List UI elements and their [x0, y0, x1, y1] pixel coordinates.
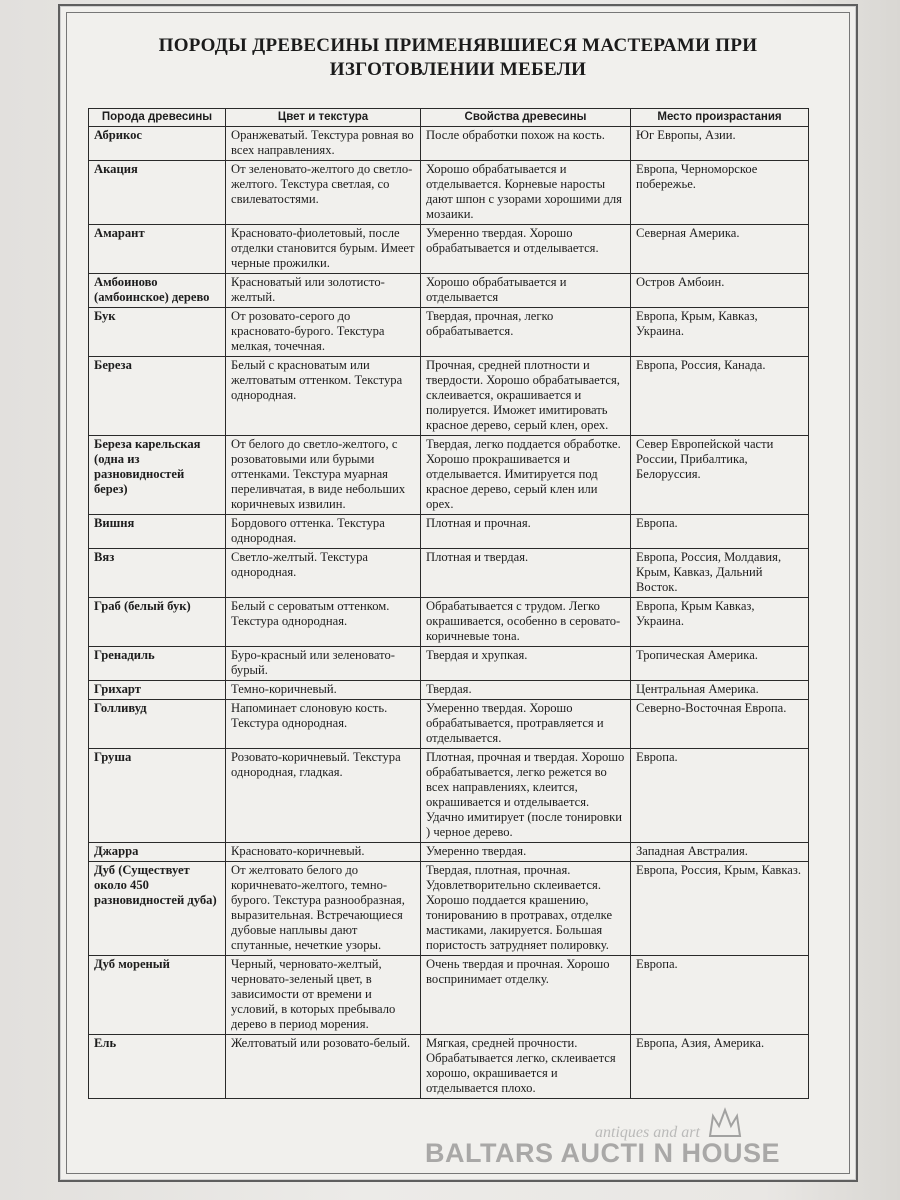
cell-place: Европа, Россия, Крым, Кавказ. [631, 862, 809, 956]
cell-properties: Хорошо обрабатывается и отделывается. Корневые наросты дают шпон с узорами хорошими для мозаики. [421, 161, 631, 225]
cell-properties: Твердая, плотная, прочная. Удовлетворительно склеивается. Хорошо поддается крашению, тонированию в протравах, отделке мастиками, лакируется. Большая пористость затрудняет полировку. [421, 862, 631, 956]
cell-color: Черный, черновато-желтый, черновато-зеленый цвет, в зависимости от времени и условий, в которых пребывало дерево в период морения. [226, 956, 421, 1035]
cell-wood: Береза [89, 357, 226, 436]
cell-wood: Ель [89, 1035, 226, 1099]
cell-color: Белый с красноватым или желтоватым оттенком. Текстура однородная. [226, 357, 421, 436]
cell-properties: После обработки похож на кость. [421, 127, 631, 161]
cell-properties: Твердая, легко поддается обработке. Хорошо прокрашивается и отделывается. Имитируется под красное дерево, серый клен или орех. [421, 436, 631, 515]
cell-properties: Обрабатывается с трудом. Легко окрашивается, особенно в серовато-коричневые тона. [421, 598, 631, 647]
cell-place: Европа, Россия, Молдавия, Крым, Кавказ, Дальний Восток. [631, 549, 809, 598]
cell-color: Оранжеватый. Текстура ровная во всех направлениях. [226, 127, 421, 161]
table-row [89, 549, 809, 598]
cell-properties: Твердая и хрупкая. [421, 647, 631, 681]
cell-place: Северно-Восточная Европа. [631, 700, 809, 749]
watermark-text: BALTARS AUCTI N HOUSE [425, 1138, 780, 1168]
cell-place: Центральная Америка. [631, 681, 809, 700]
cell-color: Светло-желтый. Текстура однородная. [226, 549, 421, 598]
cell-color: От розовато-серого до красновато-бурого. Текстура мелкая, точечная. [226, 308, 421, 357]
column-header-wood: Порода древесины [89, 109, 226, 127]
cell-place: Юг Европы, Азии. [631, 127, 809, 161]
cell-properties: Плотная и твердая. [421, 549, 631, 598]
cell-wood: Голливуд [89, 700, 226, 749]
cell-color: Красновато-фиолетовый, после отделки становится бурым. Имеет черные прожилки. [226, 225, 421, 274]
table-row [89, 436, 809, 515]
cell-wood: Дуб мореный [89, 956, 226, 1035]
table-row [89, 598, 809, 647]
table-row [89, 749, 809, 843]
cell-wood: Дуб (Существует около 450 разновидностей дуба) [89, 862, 226, 956]
cell-place: Европа, Россия, Канада. [631, 357, 809, 436]
table-row [89, 700, 809, 749]
cell-wood: Береза карельская (одна из разновидностей берез) [89, 436, 226, 515]
cell-place: Европа, Черноморское побережье. [631, 161, 809, 225]
cell-color: Напоминает слоновую кость. Текстура однородная. [226, 700, 421, 749]
cell-wood: Груша [89, 749, 226, 843]
cell-color: Розовато-коричневый. Текстура однородная, гладкая. [226, 749, 421, 843]
cell-properties: Умеренно твердая. Хорошо обрабатывается и отделывается. [421, 225, 631, 274]
cell-place: Европа. [631, 749, 809, 843]
cell-color: Белый с сероватым оттенком. Текстура однородная. [226, 598, 421, 647]
cell-properties: Мягкая, средней прочности. Обрабатывается легко, склеивается хорошо, окрашивается и отделывается плохо. [421, 1035, 631, 1099]
table-row [89, 515, 809, 549]
column-header-color: Цвет и текстура [226, 109, 421, 127]
cell-properties: Умеренно твердая. Хорошо обрабатывается, протравляется и отделывается. [421, 700, 631, 749]
watermark-subtitle: antiques and art [595, 1124, 700, 1141]
cell-wood: Грихарт [89, 681, 226, 700]
auction-watermark [425, 1124, 845, 1184]
table-row [89, 1035, 809, 1099]
cell-wood: Бук [89, 308, 226, 357]
cell-place: Европа. [631, 956, 809, 1035]
cell-wood: Абрикос [89, 127, 226, 161]
table-row [89, 274, 809, 308]
cell-wood: Амбоиново (амбоинское) дерево [89, 274, 226, 308]
cell-color: Бордового оттенка. Текстура однородная. [226, 515, 421, 549]
table-row [89, 161, 809, 225]
table-row [89, 127, 809, 161]
cell-wood: Вяз [89, 549, 226, 598]
crown-icon [707, 1106, 743, 1140]
table-row [89, 843, 809, 862]
table-row [89, 647, 809, 681]
cell-properties: Прочная, средней плотности и твердости. Хорошо обрабатывается, склеивается, окрашивается и полируется. Иможет имитировать красное дерево, серый клен, орех. [421, 357, 631, 436]
cell-wood: Амарант [89, 225, 226, 274]
cell-place: Северная Америка. [631, 225, 809, 274]
cell-color: От белого до светло-желтого, с розоватовыми или бурыми оттенками. Текстура муарная переливчатая, в виде небольших коричневых извилин. [226, 436, 421, 515]
cell-color: От зеленовато-желтого до светло-желтого. Текстура светлая, со свилеватостями. [226, 161, 421, 225]
column-header-properties: Свойства древесины [421, 109, 631, 127]
cell-wood: Вишня [89, 515, 226, 549]
table-row [89, 308, 809, 357]
cell-color: Желтоватый или розовато-белый. [226, 1035, 421, 1099]
column-header-place: Место произрастания [631, 109, 809, 127]
cell-color: Буро-красный или зеленовато-бурый. [226, 647, 421, 681]
cell-place: Европа, Крым Кавказ, Украина. [631, 598, 809, 647]
table-row [89, 681, 809, 700]
cell-properties: Твердая. [421, 681, 631, 700]
table-row [89, 357, 809, 436]
wood-species-table [88, 108, 809, 1099]
cell-place: Север Европейской части России, Прибалтика, Белоруссия. [631, 436, 809, 515]
table-row [89, 862, 809, 956]
cell-wood: Граб (белый бук) [89, 598, 226, 647]
title-line-1: ПОРОДЫ ДРЕВЕСИНЫ ПРИМЕНЯВШИЕСЯ МАСТЕРАМИ ПРИ [158, 35, 758, 56]
cell-color: Темно-коричневый. [226, 681, 421, 700]
cell-color: От желтовато белого до коричневато-желтого, темно-бурого. Текстура разнообразная, выразительная. Встречающиеся дубовые наплывы дают спутанные, нечеткие узоры. [226, 862, 421, 956]
cell-place: Тропическая Америка. [631, 647, 809, 681]
cell-properties: Хорошо обрабатывается и отделывается [421, 274, 631, 308]
table-row [89, 956, 809, 1035]
cell-color: Красноватый или золотисто-желтый. [226, 274, 421, 308]
page-title [80, 34, 836, 82]
cell-color: Красновато-коричневый. [226, 843, 421, 862]
cell-properties: Плотная, прочная и твердая. Хорошо обрабатывается, легко режется во всех направлениях, клеится, окрашивается и отделывается. Удачно имитирует (после тонировки ) черное дерево. [421, 749, 631, 843]
cell-properties: Твердая, прочная, легко обрабатывается. [421, 308, 631, 357]
cell-place: Европа, Азия, Америка. [631, 1035, 809, 1099]
cell-properties: Плотная и прочная. [421, 515, 631, 549]
cell-wood: Гренадиль [89, 647, 226, 681]
cell-place: Европа, Крым, Кавказ, Украина. [631, 308, 809, 357]
cell-place: Европа. [631, 515, 809, 549]
cell-wood: Джарра [89, 843, 226, 862]
cell-place: Остров Амбоин. [631, 274, 809, 308]
cell-place: Западная Австралия. [631, 843, 809, 862]
table-header-row [89, 109, 809, 127]
cell-properties: Умеренно твердая. [421, 843, 631, 862]
cell-wood: Акация [89, 161, 226, 225]
cell-properties: Очень твердая и прочная. Хорошо воспринимает отделку. [421, 956, 631, 1035]
document-sheet [58, 4, 858, 1182]
table-row [89, 225, 809, 274]
title-line-2: ИЗГОТОВЛЕНИИ МЕБЕЛИ [329, 59, 587, 80]
